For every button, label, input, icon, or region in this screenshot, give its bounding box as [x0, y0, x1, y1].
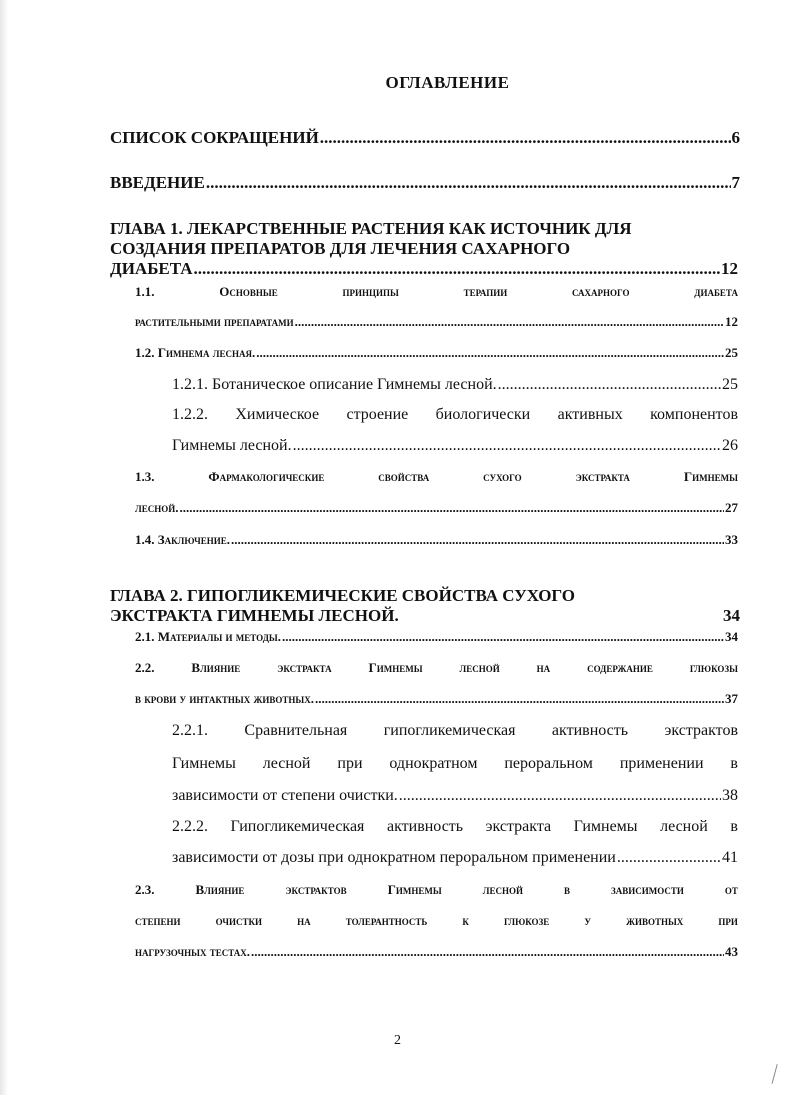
toc-entry-label: ВВЕДЕНИЕ	[110, 173, 205, 192]
word: экстракта	[485, 818, 552, 835]
section-2-2-1-line-2	[172, 755, 738, 773]
toc-entry-section-1-2-1[interactable]	[172, 376, 738, 394]
toc-page-number: 37	[725, 691, 738, 706]
word: Влияние	[191, 660, 241, 675]
section-2-2-1-line-1	[172, 722, 738, 740]
toc-entry-section-2-1[interactable]	[135, 629, 738, 645]
word: 2.2.	[135, 660, 155, 675]
leader-dots	[179, 500, 724, 516]
toc-page-number: 12	[725, 314, 738, 329]
toc-entry-chapter-2[interactable]	[110, 606, 740, 626]
word: лесной	[459, 660, 500, 675]
toc-entry-label: зависимости от степени очистки.	[172, 787, 398, 804]
leader-dots	[251, 944, 724, 960]
toc-entry-label: Гимнемы лесной.	[172, 437, 292, 454]
word: Влияние	[195, 882, 245, 897]
toc-entry-section-2-2-2[interactable]	[172, 849, 738, 867]
word: Фармакологические	[208, 469, 325, 484]
word: Гимнемы	[368, 660, 423, 675]
word: от	[724, 882, 738, 897]
word: глюкозе	[504, 913, 550, 928]
word: пероральном	[504, 755, 593, 772]
toc-entry-label: ЭКСТРАКТА ГИМНЕМЫ ЛЕСНОЙ.	[110, 606, 399, 625]
word: степени	[135, 913, 181, 928]
section-2-2-line-1	[135, 660, 738, 676]
toc-entry-introduction[interactable]	[110, 173, 740, 193]
scan-artifact	[772, 1064, 786, 1086]
word: Основные	[219, 284, 278, 299]
word: гипогликемическая	[383, 722, 516, 739]
section-2-3-line-1	[135, 882, 738, 898]
toc-entry-section-2-3[interactable]	[135, 944, 738, 960]
word: 2.2.2.	[172, 818, 208, 835]
toc-page-number: 6	[731, 128, 740, 147]
toc-page-number: 25	[722, 376, 738, 393]
toc-entry-section-2-2-1[interactable]	[172, 787, 738, 805]
word: Гимнемы	[683, 469, 738, 484]
word: лесной	[262, 755, 311, 772]
toc-page-number: 27	[725, 500, 738, 515]
toc-page-number: 38	[722, 787, 738, 804]
word: на	[536, 660, 551, 675]
word: 1.2.2.	[172, 406, 208, 423]
toc-entry-chapter-1[interactable]	[110, 259, 738, 279]
word: содержание	[587, 660, 653, 675]
section-1-2-2-line-1	[172, 406, 738, 424]
toc-entry-label: в крови у интактных животных.	[135, 691, 314, 706]
word: активных	[557, 406, 623, 423]
leader-dots	[206, 173, 731, 193]
toc-entry-label: 1.4. Заключение.	[135, 532, 230, 547]
word: однократном	[389, 755, 478, 772]
word: 2.3.	[135, 882, 155, 897]
word: в	[730, 755, 738, 772]
word: при	[718, 913, 738, 928]
section-1-1-line-1	[135, 284, 738, 300]
chapter-1-title-line-1: ГЛАВА 1. ЛЕКАРСТВЕННЫЕ РАСТЕНИЯ КАК ИСТОЧНИК ДЛЯ	[110, 219, 632, 238]
toc-page-number: 7	[731, 173, 740, 192]
leader-dots	[498, 376, 721, 394]
word: терапии	[463, 284, 508, 299]
word: экстрактов	[664, 722, 738, 739]
word: биологически	[435, 406, 531, 423]
word: глюкозы	[689, 660, 738, 675]
toc-page-number: 41	[722, 849, 738, 866]
chapter-1-title-line-2: СОЗДАНИЯ ПРЕПАРАТОВ ДЛЯ ЛЕЧЕНИЯ САХАРНОГО	[110, 239, 571, 258]
leader-dots	[617, 849, 721, 867]
leader-dots	[194, 259, 720, 279]
section-2-2-2-line-1	[172, 818, 738, 836]
word: свойства	[378, 469, 430, 484]
word: принципы	[342, 284, 399, 299]
toc-page-number: 43	[725, 944, 738, 959]
toc-entry-section-1-3[interactable]	[135, 500, 738, 516]
word: компонентов	[650, 406, 738, 423]
toc-entry-section-1-1[interactable]	[135, 314, 738, 330]
word: Сравнительная	[244, 722, 348, 739]
leader-dots	[399, 787, 721, 805]
word: экстрактов	[285, 882, 347, 897]
toc-entry-label: ДИАБЕТА	[110, 259, 193, 278]
word: Гимнемы	[573, 818, 638, 835]
toc-page-number: 33	[725, 532, 738, 547]
section-1-3-line-1	[135, 469, 738, 485]
word: Гимнемы	[172, 755, 236, 772]
toc-entry-section-2-2[interactable]	[135, 691, 738, 707]
word: лесной	[482, 882, 523, 897]
word: лесной	[660, 818, 708, 835]
toc-page-number: 26	[722, 437, 738, 454]
word: диабета	[694, 284, 738, 299]
toc-entry-section-1-2[interactable]	[135, 345, 738, 361]
word: животных	[626, 913, 684, 928]
word: у	[584, 913, 591, 928]
leader-dots	[320, 128, 731, 148]
toc-entry-label: СПИСОК СОКРАЩЕНИЙ	[110, 128, 319, 147]
leader-dots	[231, 532, 724, 548]
word: сахарного	[571, 284, 630, 299]
toc-entry-abbreviations[interactable]	[110, 128, 740, 148]
toc-entry-label: лесной.	[135, 500, 179, 515]
word: очистки	[215, 913, 263, 928]
word: 1.3.	[135, 469, 155, 484]
section-2-3-line-2	[135, 913, 738, 929]
word: при	[337, 755, 363, 772]
word: экстракта	[575, 469, 630, 484]
word: Гипогликемическая	[230, 818, 365, 835]
toc-page-number: 34	[723, 606, 740, 625]
word: в	[563, 882, 570, 897]
chapter-2-title-line-1: ГЛАВА 2. ГИПОГЛИКЕМИЧЕСКИЕ СВОЙСТВА СУХОГО	[110, 586, 576, 605]
word: на	[297, 913, 311, 928]
leader-dots	[256, 345, 724, 361]
word: к	[462, 913, 469, 928]
word: Гимнемы	[387, 882, 442, 897]
word: активность	[551, 722, 629, 739]
word: зависимости	[611, 882, 684, 897]
page-number: 2	[394, 1033, 401, 1048]
toc-entry-section-1-2-2[interactable]	[172, 437, 738, 455]
word: в	[730, 818, 738, 835]
toc-entry-label: растительными препаратами	[135, 314, 294, 329]
leader-dots	[293, 437, 721, 455]
toc-heading: ОГЛАВЛЕНИЕ	[385, 73, 510, 92]
toc-page-number: 34	[725, 629, 738, 644]
word: 2.2.1.	[172, 722, 208, 739]
toc-entry-label: нагрузочных тестах.	[135, 944, 251, 959]
toc-entry-label: 1.2.1. Ботаническое описание Гимнемы лесной.	[172, 376, 497, 393]
word: экстракта	[277, 660, 332, 675]
toc-page-number: 25	[725, 345, 738, 360]
scan-shadow	[0, 0, 8, 1095]
leader-dots	[295, 314, 724, 330]
toc-entry-section-1-4[interactable]	[135, 532, 738, 548]
toc-page-number: 12	[721, 259, 738, 278]
word: строение	[346, 406, 409, 423]
word: 1.1.	[135, 284, 155, 299]
leader-dots	[282, 629, 724, 645]
word: Химическое	[235, 406, 320, 423]
leader-dots	[315, 691, 724, 707]
toc-entry-label: зависимости от дозы при однократном пероральном применении	[172, 849, 616, 866]
word: активность	[386, 818, 464, 835]
word: толерантность	[345, 913, 428, 928]
toc-entry-label: 1.2. Гимнема лесная.	[135, 345, 256, 360]
word: применении	[619, 755, 704, 772]
toc-entry-label: 2.1. Материалы и методы.	[135, 629, 281, 644]
word: сухого	[483, 469, 522, 484]
